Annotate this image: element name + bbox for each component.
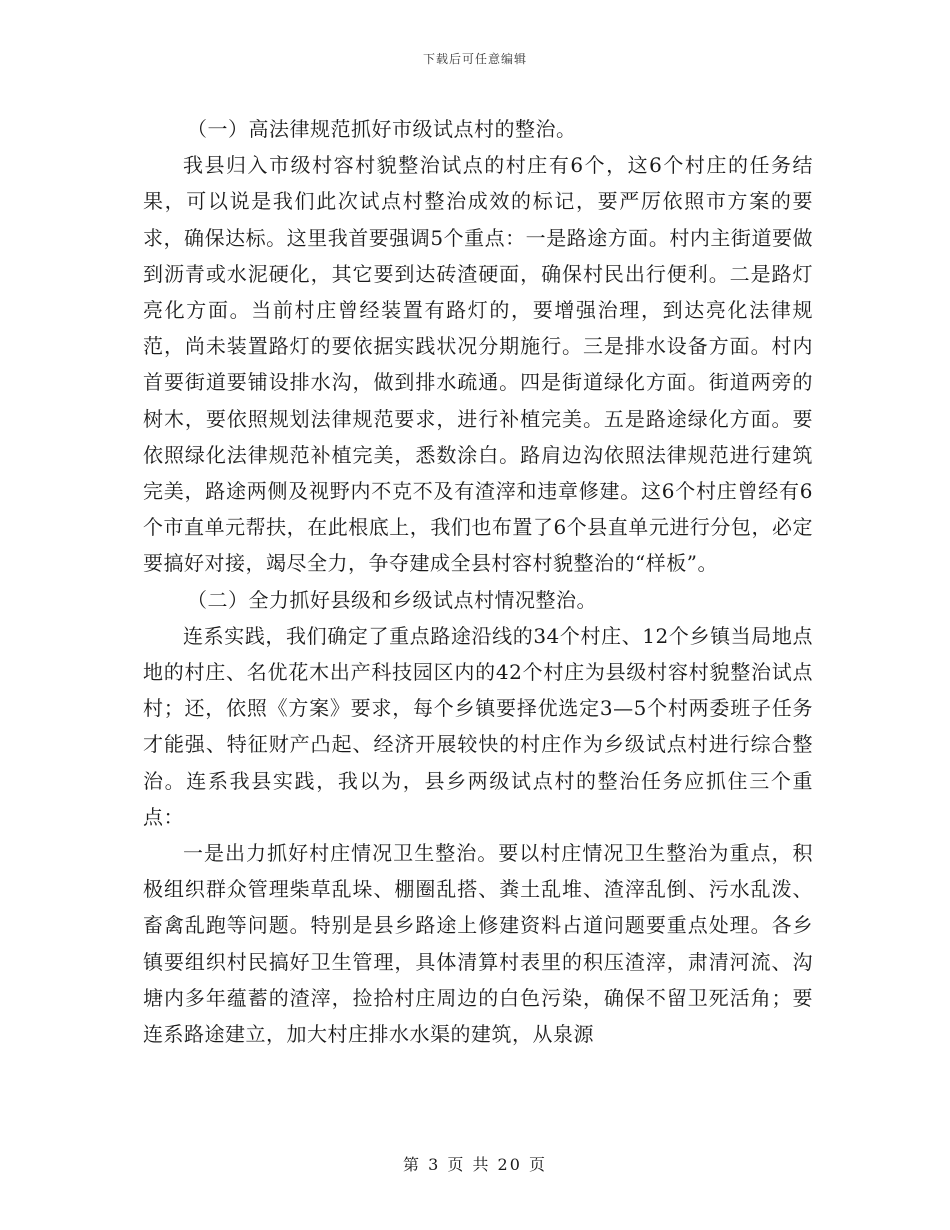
document-body xyxy=(143,111,813,1052)
section-heading-1: （一）高法律规范抓好市级试点村的整治。 xyxy=(187,117,577,141)
paragraph: 连系实践，我们确定了重点路途沿线的34个村庄、12个乡镇当局地点地的村庄、名优花木出产科技园区内的42个村庄为县级村容村貌整治试点村；还，依照《方案》要求，每个乡镇要择优选定3—5个村两委班子任务才能强、特征财产凸起、经济开展较快的村庄作为乡级试点村进行综合整治。连系我县实践，我以为，县乡两级试点村的整治任务应抓住三个重点： xyxy=(143,623,813,829)
page-number: 第 3 页 共 20 页 xyxy=(403,1155,547,1174)
section-heading-2: （二）全力抓好县级和乡级试点村情况整治。 xyxy=(187,587,597,612)
header-note: 下载后可任意编辑 xyxy=(422,52,527,66)
paragraph: 一是出力抓好村庄情况卫生整治。要以村庄情况卫生整治为重点，积极组织群众管理柴草乱垛、棚圈乱搭、粪土乱堆、渣滓乱倒、污水乱泼、畜禽乱跑等问题。特别是县乡路途上修建资料占道问题要重点处理。各乡镇要组织村民搞好卫生管理，具体清算村表里的积压渣滓，肃清河流、沟塘内多年蕴蓄的渣滓，捡拾村庄周边的白色污染，确保不留卫死活角；要连系路途建立，加大村庄排水水渠的建筑，从泉源 xyxy=(143,841,813,1047)
paragraph: 我县归入市级村容村貌整治试点的村庄有6个，这6个村庄的任务结果，可以说是我们此次试点村整治成效的标记，要严厉依照市方案的要求，确保达标。这里我首要强调5个重点：一是路途方面。村内主街道要做到沥青或水泥硬化，其它要到达砖渣硬面，确保村民出行便利。二是路灯亮化方面。当前村庄曾经装置有路灯的，要增强治理，到达亮化法律规范，尚未装置路灯的要依据实践状况分期施行。三是排水设备方面。村内首要街道要铺设排水沟，做到排水疏通。四是街道绿化方面。街道两旁的树木，要依照规划法律规范要求，进行补植完美。五是路途绿化方面。要依照绿化法律规范补植完美，悉数涂白。路肩边沟依照法律规范进行建筑完美，路途两侧及视野内不克不及有渣滓和违章修建。这6个村庄曾经有6个市直单元帮扶，在此根底上，我们也布置了6个县直单元进行分包，必定要搞好对接，竭尽全力，争夺建成全县村容村貌整治的“样板”。 xyxy=(143,153,813,576)
